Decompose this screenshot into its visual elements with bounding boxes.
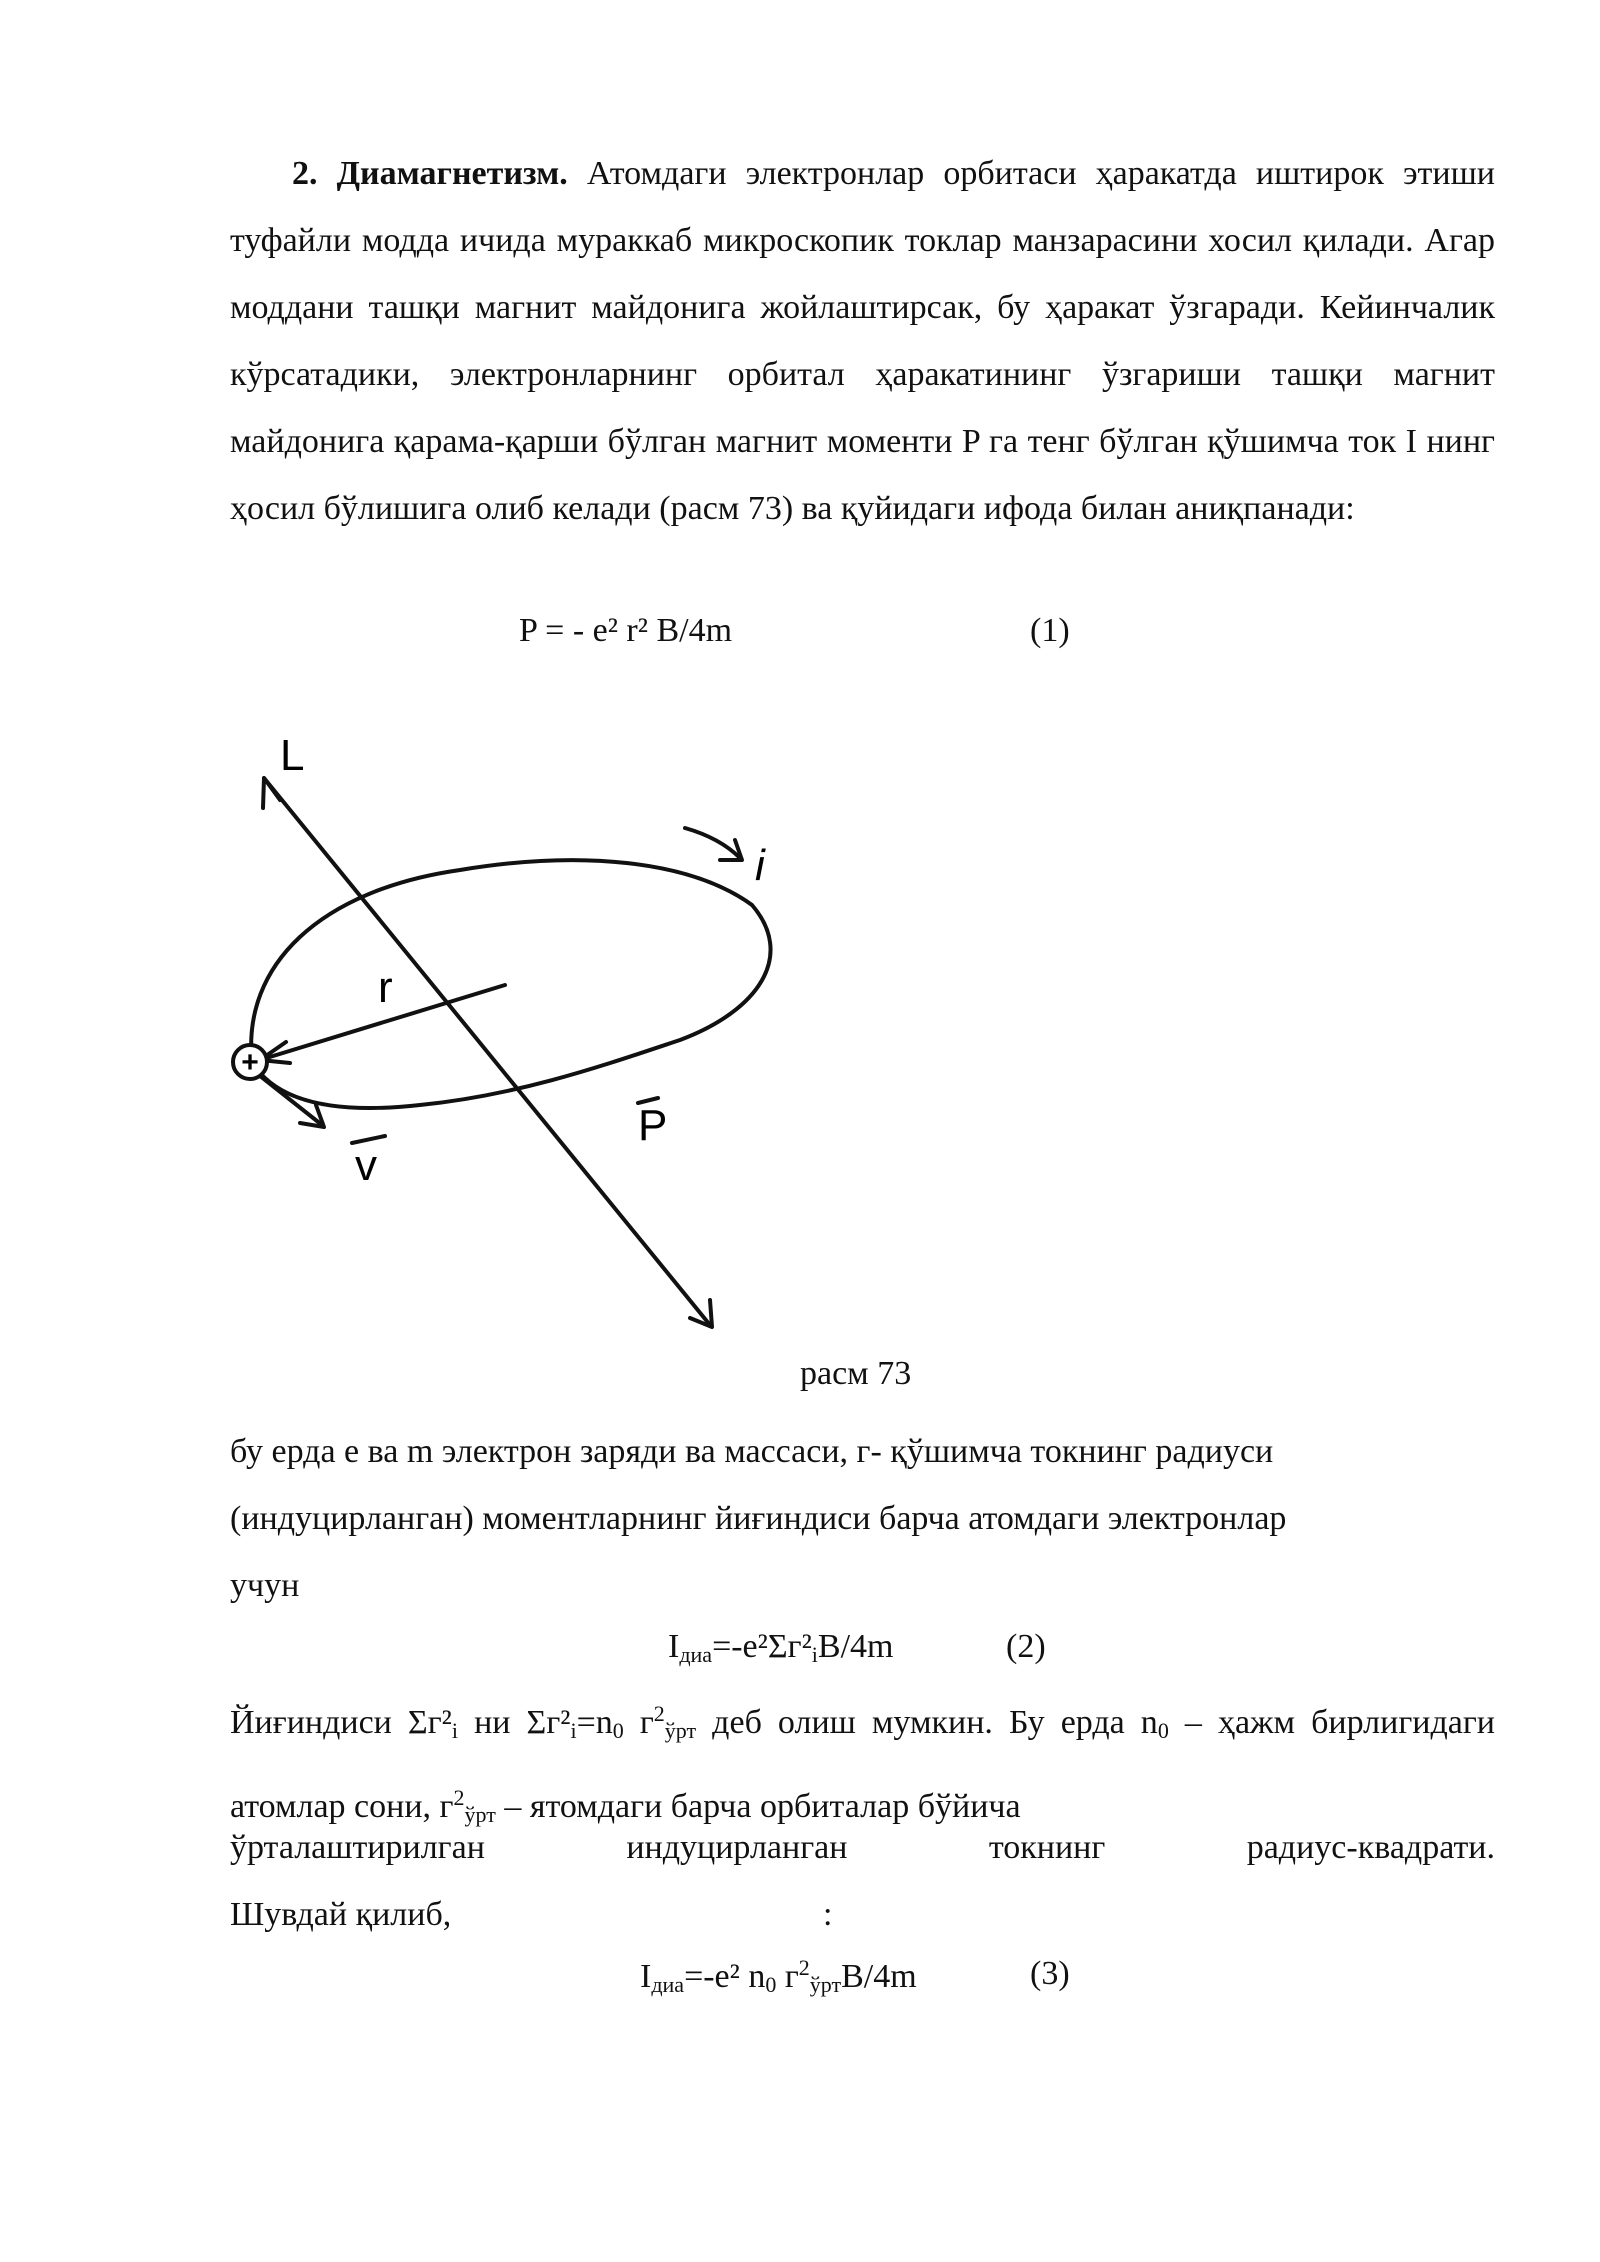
p2-b-sub: i bbox=[570, 1718, 577, 1743]
p2-c-sub: 0 bbox=[612, 1718, 624, 1743]
figure-73-diagram bbox=[220, 720, 780, 1350]
p2-word-4: радиус-квадрати. bbox=[1246, 1829, 1495, 1866]
paragraph-2-line-4 bbox=[230, 1881, 1495, 1948]
intro-paragraph bbox=[230, 140, 1495, 542]
p2-g: – ятомдаги барча орбиталар бўйича bbox=[495, 1788, 1021, 1825]
p2-f: – ҳажм бирлигидаги атомлар сони, г bbox=[230, 1704, 1495, 1825]
equation-2 bbox=[668, 1628, 893, 1668]
eq2-sub-dia: диа bbox=[679, 1642, 713, 1667]
eq3-I: I bbox=[640, 1958, 652, 1995]
eq2-I: I bbox=[668, 1628, 680, 1665]
eq2-body-b: B/4m bbox=[817, 1628, 894, 1665]
figure-caption: расм 73 bbox=[800, 1355, 912, 1392]
p2-word-2: индуцирланган bbox=[626, 1829, 848, 1866]
p2-d-sup: 2 bbox=[653, 1701, 665, 1726]
p2-a-sub: i bbox=[451, 1718, 458, 1743]
eq2-sub-i: i bbox=[811, 1642, 818, 1667]
eq2-body-a: =-е²Σг² bbox=[712, 1628, 812, 1665]
label-r: r bbox=[378, 963, 393, 1012]
eq3-sub-dia: диа bbox=[651, 1972, 685, 1997]
label-P: P bbox=[638, 1101, 668, 1150]
eq3-sub-0: 0 bbox=[765, 1972, 777, 1997]
p2-colon: : bbox=[823, 1896, 833, 1933]
eq3-body-b: г bbox=[776, 1958, 799, 1995]
p2-c: =n bbox=[576, 1704, 613, 1741]
current-arrow bbox=[685, 828, 740, 858]
charge-plus-label: + bbox=[241, 1046, 259, 1079]
velocity-line bbox=[255, 1072, 322, 1125]
p2-d: г bbox=[623, 1704, 654, 1741]
equation-1: P = - e² r² B/4m bbox=[519, 612, 733, 649]
p2-word-1: ўрталаштирилган bbox=[230, 1829, 485, 1866]
label-v: v bbox=[355, 1141, 377, 1190]
equation-1-number: (1) bbox=[1030, 612, 1070, 649]
after-figure-line-2: (индуцирланган) моментларнинг йиғиндиси барча атомдаги электронлар bbox=[230, 1500, 1287, 1537]
after-figure-line-3: учун bbox=[230, 1567, 300, 1604]
equation-3 bbox=[640, 1955, 917, 1998]
p2-a: Йиғиндиси Σг² bbox=[230, 1704, 452, 1741]
paragraph-2-line-3 bbox=[230, 1814, 1495, 1881]
label-i: i bbox=[755, 841, 765, 890]
p2-e-sub: 0 bbox=[1157, 1718, 1169, 1743]
orbit-path bbox=[251, 860, 770, 1108]
equation-2-number: (2) bbox=[1006, 1628, 1046, 1665]
after-figure-text bbox=[230, 1418, 1495, 1619]
label-L: L bbox=[280, 731, 305, 780]
p2-line-4: Шувдай қилиб, bbox=[230, 1896, 452, 1933]
p2-b: ни Σг² bbox=[458, 1704, 571, 1741]
p2-word-3: токнинг bbox=[988, 1829, 1106, 1866]
equation-3-number: (3) bbox=[1030, 1955, 1070, 1992]
eq3-sup-2: 2 bbox=[798, 1955, 810, 1980]
after-figure-line-1: бу ерда е ва m электрон заряди ва массаси, г- қўшимча токнинг радиуси bbox=[230, 1433, 1274, 1470]
p2-d-sub: ўрт bbox=[664, 1718, 697, 1743]
intro-text: Атомдаги электронлар орбитаси ҳаракатда иштирок этиши туфайли модда ичида мураккаб микроскопик токлар манзарасини хосил қилади. Агар моддани ташқи магнит майдонига жойлаштирсак, бу ҳаракат ўзгаради. Кейинчалик кўрсатадики, электронларнинг орбитал ҳаракатининг ўзгариши ташқи магнит майдонига қарама-қарши бўлган магнит моменти P га тенг бўлган қўшимча ток I нинг ҳосил бўлишига олиб келади (расм 73) ва қуйидаги ифода билан аниқпанади: bbox=[230, 155, 1495, 527]
p2-e: деб олиш мумкин. Бу ерда n bbox=[696, 1704, 1158, 1741]
p2-f-sub: ўрт bbox=[464, 1802, 496, 1827]
eq3-body-a: =-е² n bbox=[684, 1958, 766, 1995]
eq3-sub-urt: ўрт bbox=[809, 1972, 842, 1997]
eq3-body-c: B/4m bbox=[841, 1958, 917, 1995]
p2-f-sup: 2 bbox=[453, 1785, 465, 1810]
section-heading: 2. Диамагнетизм. bbox=[292, 155, 568, 192]
